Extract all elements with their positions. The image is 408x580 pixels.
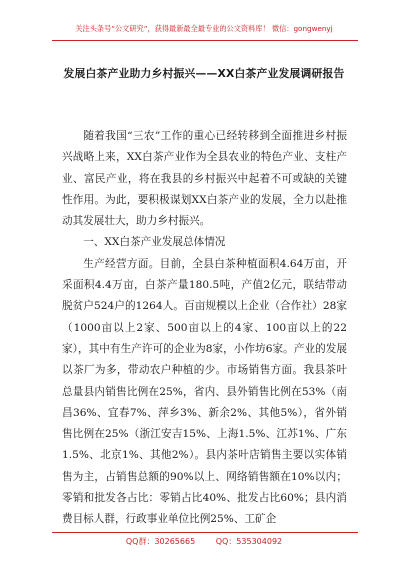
intro-paragraph: 随着我国“三农”工作的重心已经转移到全面推进乡村振兴战略上来，XX白茶产业作为全县农业的特色产业、支柱产业、富民产业，将在我县的乡村振兴中起着不可或缺的关键性作用。为此，要积极谋划XX白茶产业的发展，全力以赴推动其发展壮大，助力乡村振兴。	[62, 130, 347, 228]
footer-qq: QQ：535304092	[215, 537, 283, 546]
header-note: 关注头条号“公文研究”，获得最新最全最专业的公文资料库！ 微信：gongwenyj	[75, 24, 333, 33]
section-heading: 一、XX白茶产业发展总体情况	[83, 236, 226, 249]
footer-divider	[52, 532, 358, 533]
body-paragraph: 生产经营方面。目前，全县白茶种植面积4.64万亩，开采面积4.4万亩，白茶产量180.5吨，产值2亿元，联结带动脱贫户524户的1264人。百亩规模以上企业（合作社）28家（1000亩以上2家、500亩以上的4家、100亩以上的22家），其中有生产许可的企业为8家，小作坊6家。产业的发展以茶厂为多，带动农户种植的少。市场销售方面。我县茶叶总量县内销售比例在25%，省内、县外销售比例在53%（南昌36%、宜春7%、萍乡3%、新余2%、其他5%），省外销售比例在25%（浙江安吉15%、上海1.5%、江苏1%、广东1.5%、北京1%、其他2%）。县内茶叶店销售主要以实体销售为主，占销售总额的90%以上、网络销售额在10%以内；零销和批发各占比：零销占比40%、批发占比60%；县内消费目标人群，行政事业单位比例25%、工矿企	[62, 257, 347, 526]
document-body	[62, 126, 347, 531]
header-divider	[52, 40, 358, 41]
document-title: 发展白茶产业助力乡村振兴——XX白茶产业发展调研报告	[63, 67, 345, 80]
footer-contacts	[0, 536, 408, 547]
footer-qq-group: QQ群：30265665	[125, 537, 196, 546]
